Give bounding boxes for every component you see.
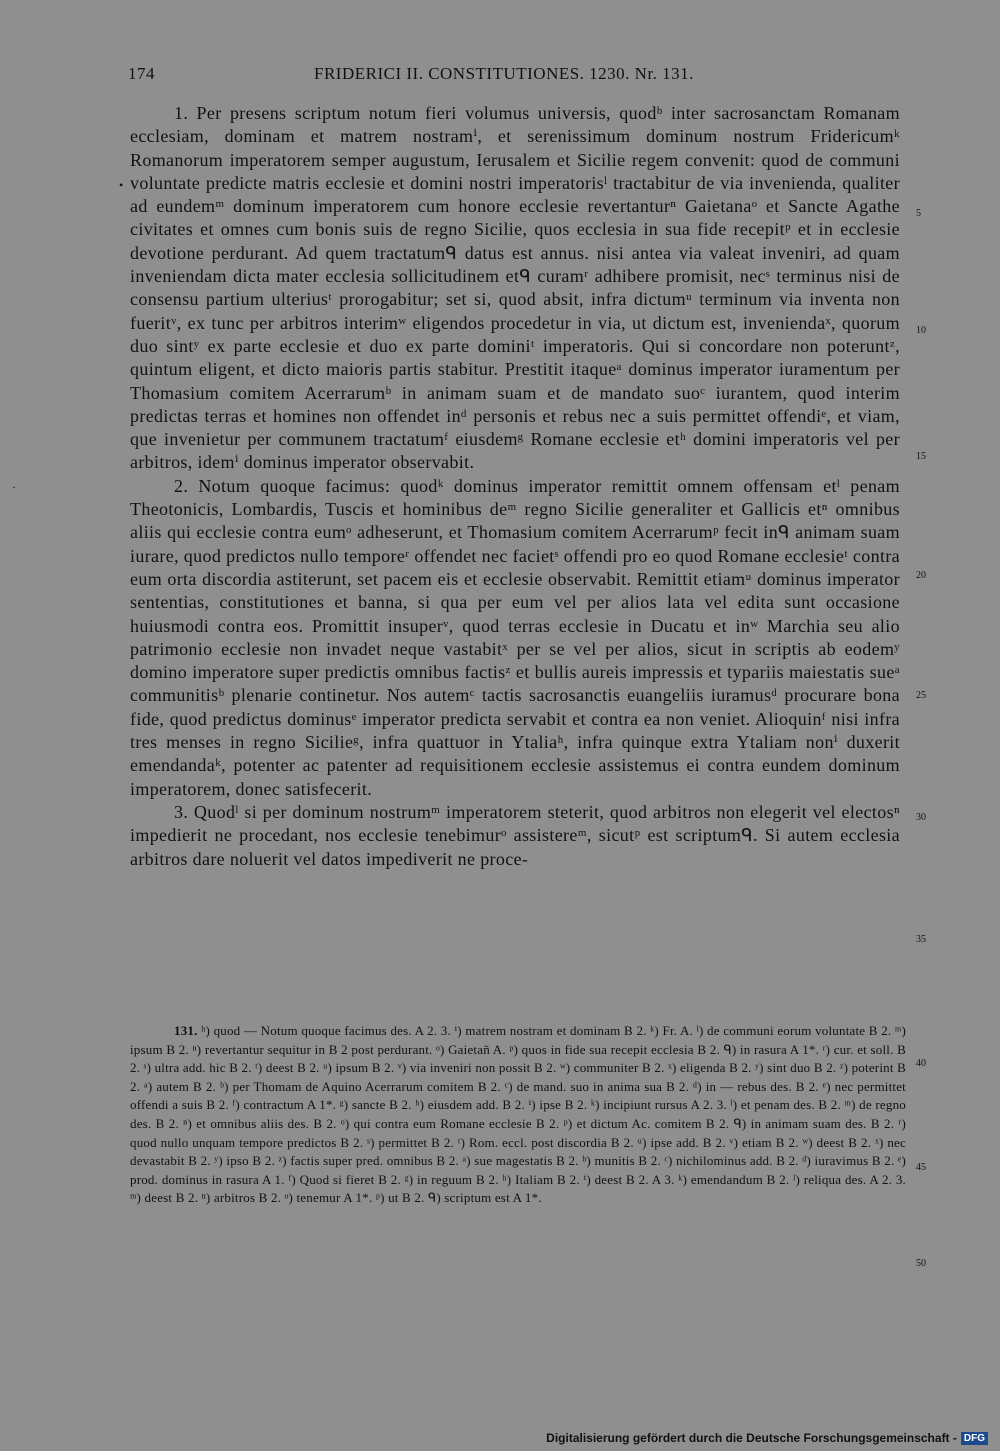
page-number: 174 (128, 64, 155, 83)
footnote-number: 131. (174, 1023, 198, 1038)
line-number: 25 (916, 690, 926, 701)
page-header (128, 64, 908, 86)
footnote-block (130, 1022, 906, 1208)
line-number: 30 (916, 812, 926, 823)
line-number: 45 (916, 1162, 926, 1173)
paragraph-3: 3. Quodˡ si per dominum nostrumᵐ imperatorem steterit, quod arbitros non elegerit vel electosⁿ impedierit ne procedant, nos ecclesie tenebimurᵒ assistereᵐ, sicutᵖ est scriptumᑫ. Si autem ecclesia arbitros dare noluerit vel datos impediverit ne proce- (130, 801, 900, 869)
line-number: 15 (916, 451, 926, 462)
paragraph-1: 1. Per presens scriptum notum fieri volumus universis, quodᵇ inter sacrosanctam Romanam ecclesiam, dominam et matrem nostramⁱ, et serenissimum dominum nostrum Fridericumᵏ Romanorum imperatorem semper augustum, Ierusalem et Sicilie regem convenit: quod de communi voluntate predicte matris ecclesie et domini nostri imperatorisˡ tractabitur de via invenienda, qualiter ad eundemᵐ dominum imperatorem cum honore ecclesie revertanturⁿ Gaietanaᵒ et Sancte Agathe civitates et omnes cum bonis suis de regno Sicilie, quos ecclesia in sua fide recepitᵖ et in ecclesie devotione perdurant. Ad quem tractatumᑫ datus est annus. nisi antea via valeat inveniri, ad quam inveniendam dicta mater ecclesia sollicitudinem etᑫ curamʳ adhibere promisit, necˢ terminus nisi de consensu partium ulteriusᵗ prorogabitur; set si, quod absit, infra dictumᵘ terminum via inventa non fueritᵛ, ex tunc per arbitros interimʷ eligendos procedetur in via, ut dictum est, inveniendaˣ, quorum duo sintʸ ex parte ecclesie et duo ex parte dominiᵗ imperatoris. Qui si concordare non poteruntᶻ, quintum eligent, et dicto maioris partis stabitur. Prestitit itaqueᵃ dominus imperator iuramentum per Thomasium comitem Acerrarumᵇ in animam suam et de mandato suoᶜ iurantem, quod interim predictas terras et homines non offendet inᵈ personis et rebus nec a suis permittet offendiᵉ, et viam, que invenietur per communem tractatumᶠ eiusdemᵍ Romane ecclesie etʰ domini imperatoris vel per arbitros, idemⁱ dominus imperator observabit. (130, 103, 900, 473)
digitization-credit (546, 1429, 988, 1447)
credit-text: Digitalisierung gefördert durch die Deutsche Forschungsgemeinschaft - (546, 1431, 957, 1445)
margin-dot: • (119, 178, 124, 192)
dfg-logo: DFG (961, 1432, 988, 1445)
line-number: 35 (916, 934, 926, 945)
running-title: FRIDERICI II. CONSTITUTIONES. 1230. Nr. 131. (314, 64, 694, 83)
paragraph-2: 2. Notum quoque facimus: quodᵏ dominus imperator remittit omnem offensam etˡ penam Theotonicis, Lombardis, Tuscis et hominibus deᵐ regno Sicilie generaliter et Gallicis etⁿ omnibus aliis qui ecclesie contra eumᵒ adheserunt, et Thomasium comitem Acerrarumᵖ fecit inᑫ animam suam iurare, quod predictos nullo temporeʳ offendet nec facietˢ offendi pro eo quod Romane ecclesieᵗ contra eum orta discordia astiterunt, set pacem eis et ecclesie observabit. Remittit etiamᵘ dominus imperator sententias, constitutiones et banna, si qua per eum vel per alios lata vel edita sunt occasione huiusmodi contra eos. Promittit insuperᵛ, quod terras ecclesie in Ducatu et inʷ Marchia seu alio patrimonio ecclesie non invadet neque vastabitˣ per se vel per alios, sicut in scriptis ab eodemʸ domino imperatore super predictis omnibus factisᶻ et bullis aureis impressis et typariis maiestatis sueᵃ communitisᵇ plenarie continetur. Nos autemᶜ tactis sacrosanctis euangeliis iuramusᵈ procurare bona fide, quod predictus dominusᵉ imperator predicta servabit et contra ea non veniet. Alioquinᶠ nisi infra tres menses in regno Sicilieᵍ, infra quattuor in Ytaliaʰ, infra quinque extra Ytaliam nonⁱ duxerit emendandaᵏ, potenter ac patenter ad requisitionem ecclesie assistemus ei contra eundem dominum imperatorem, donec satisfecerit. (130, 475, 900, 799)
main-text (130, 102, 900, 871)
line-number: 10 (916, 325, 926, 336)
line-number: 20 (916, 570, 926, 581)
footnotes (130, 1022, 906, 1208)
line-number: 50 (916, 1258, 926, 1269)
line-number: 40 (916, 1058, 926, 1069)
line-number: 5 (916, 208, 921, 219)
footnote-text: ʰ) quod — Notum quoque facimus des. A 2. 3. ⁱ) matrem nostram et dominam B 2. ᵏ) Fr. A. ˡ) de communi eorum voluntate B 2. ᵐ) ipsum B 2. ⁿ) revertantur sequitur in B 2 post perdurant. ᵒ) Gaietañ A. ᵖ) quos in fide sua recepit ecclesia B 2. ᑫ) in rasura A 1*. ʳ) cur. et soll. B 2. ˢ) ultra add. hic B 2. ᵗ) deest B 2. ᵘ) ipsum B 2. ᵛ) via inveniri non possit B 2. ʷ) communiter B 2. ˣ) eligenda B 2. ʸ) sint duo B 2. ᶻ) poterint B 2. ᵃ) autem B 2. ᵇ) per Thomam de Aquino Acerrarum comitem B 2. ᶜ) de mand. suo in anima sua B 2. ᵈ) in — rebus des. B 2. ᵉ) nec permittet offendi a suis B 2. ᶠ) contractum A 1*. ᵍ) sancte B 2. ʰ) eiusdem add. B 2. ⁱ) ipse B 2. ᵏ) incipiunt rursus A 2. 3. ˡ) et penam des. B 2. ᵐ) de regno des. B 2. ⁿ) et omnibus aliis des. B 2. ᵒ) qui contra eum Romane ecclesie B 2. ᵖ) et dictum Ac. comitem B 2. ᑫ) in animam suam des. B 2. ʳ) quod nullo unquam tempore predictos B 2. ˢ) permittet B 2. ᵗ) Rom. eccl. post discordia B 2. ᵘ) ipse add. B 2. ᵛ) etiam B 2. ʷ) deest B 2. ˣ) nec devastabit B 2. ʸ) ipso B 2. ᶻ) factis super pred. omnibus B 2. ᵃ) sue magestatis B 2. ᵇ) munitis B 2. ᶜ) nichilominus add. B 2. ᵈ) iuravimus B 2. ᵉ) prod. dominus in rasura A 1. ᶠ) Quod si fieret B 2. ᵍ) in reguum B 2. ʰ) Italiam B 2. ⁱ) deest B 2. A 3. ᵏ) emendandum B 2. ˡ) reliqua des. A 2. 3. ᵐ) deest B 2. ⁿ) arbitros B 2. ᵒ) tenemur A 1*. ᵖ) ut B 2. ᑫ) scriptum est A 1*. (130, 1023, 907, 1206)
margin-dot: · (12, 480, 16, 494)
